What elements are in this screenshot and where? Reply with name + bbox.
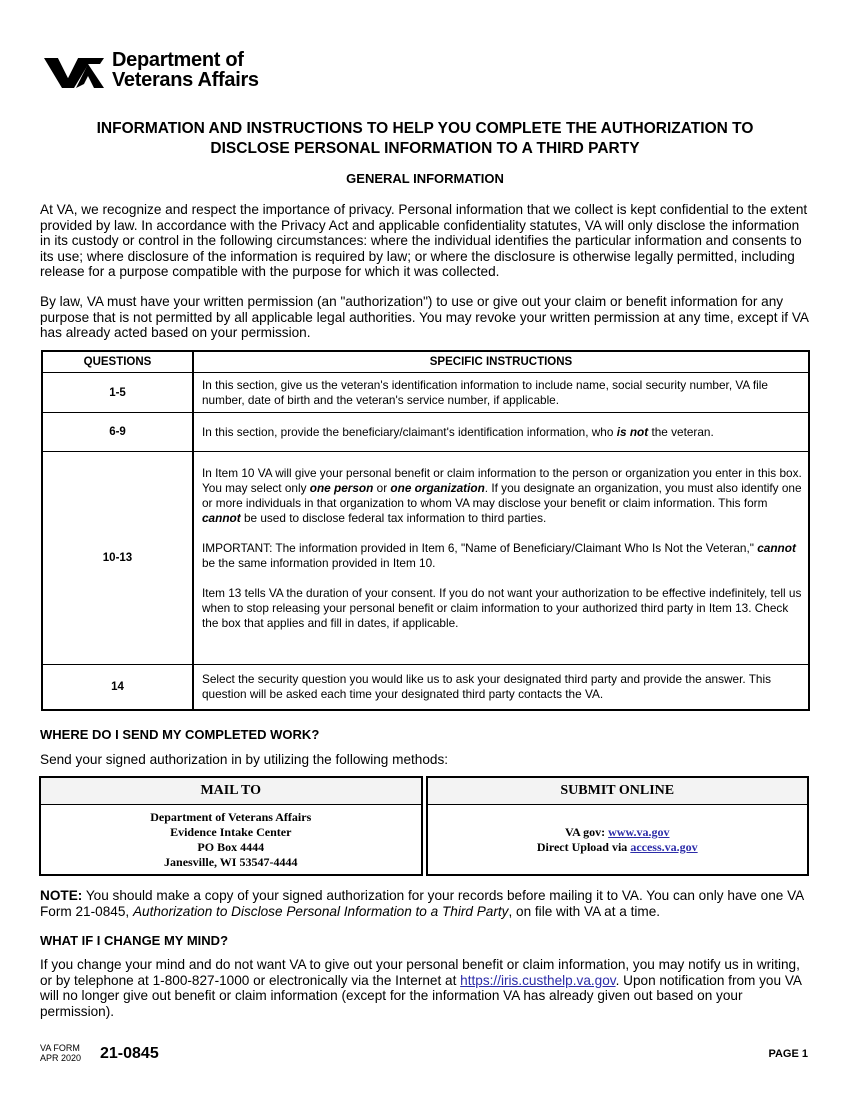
instr-text-post: the veteran. — [648, 424, 714, 439]
submit-online-heading: SUBMIT ONLINE — [428, 778, 808, 805]
instr-text-pre: In this section, provide the beneficiary/claimant's identification information, who — [202, 424, 617, 439]
title-line1: INFORMATION AND INSTRUCTIONS TO HELP YOU COMPLETE THE AUTHORIZATION TO — [96, 120, 754, 137]
mail-address — [41, 805, 421, 874]
instr-item13: Item 13 tells VA the duration of your consent. If you do not want your authorization to be effective indefinitely, tell us when to stop releasing your personal benefit or claim information to your authorized third party in Item 13. Check the box that applies and fill in dates, if applicable. — [202, 586, 802, 630]
mail-to-box — [39, 776, 423, 876]
table-row — [42, 665, 809, 710]
online-options — [428, 805, 808, 874]
instruction-text: In this section, give us the veteran's identification information to include name, social security number, VA file number, date of birth and the veteran's service number, if applicable. — [193, 373, 809, 413]
instruction-text — [193, 452, 809, 665]
instruction-text — [193, 413, 809, 452]
instr-important: IMPORTANT: The information provided in Item 6, "Name of Beneficiary/Claimant Who Is Not the Veteran," cannot be the same information provided in Item 10. — [202, 541, 796, 570]
change-paragraph: If you change your mind and do not want VA to give out your personal benefit or claim information, you may notify us in writing, or by telephone at 1-800-827-1000 or electronically via the Internet at https://iris.custhelp.va.gov. Upon notification from you VA will no longer give out benefit or claim information (except for the information VA has already given out based on your permission). — [40, 957, 802, 1019]
instructions-table — [41, 350, 810, 711]
note-label: NOTE: — [40, 888, 83, 903]
question-number: 6-9 — [42, 413, 193, 452]
access-va-link[interactable]: access.va.gov — [630, 839, 698, 854]
submit-online-box — [426, 776, 810, 876]
send-intro: Send your signed authorization in by utilizing the following methods: — [40, 752, 449, 767]
logo-line2: Veterans Affairs — [112, 69, 259, 91]
va-logo — [44, 48, 259, 92]
instruction-text: Select the security question you would like us to ask your designated third party and provide the answer. This question will be asked each time your designated third party contacts the VA. — [193, 665, 809, 710]
online-option: VA gov: www.va.gov — [565, 824, 670, 839]
table-row — [42, 413, 809, 452]
table-row — [42, 452, 809, 665]
general-para2: By law, VA must have your written permission (an "authorization") to use or give out your claim or benefit information for any purpose that is not permitted by all applicable legal authorities. You may revoke your written permission at any time, except if VA has already acted based on your permission. — [40, 294, 809, 340]
address-line: Evidence Intake Center — [170, 824, 292, 839]
logo-line1: Department of — [112, 49, 244, 71]
address-line: PO Box 4444 — [197, 839, 265, 854]
note-paragraph: NOTE: You should make a copy of your signed authorization for your records before mailing it to VA. You can only have one VA Form 21-0845, Authorization to Disclose Personal Information to a Third Party, on file with VA at a time. — [40, 888, 804, 919]
question-number: 1-5 — [42, 373, 193, 413]
table-row — [42, 373, 809, 413]
va-gov-link[interactable]: www.va.gov — [608, 824, 670, 839]
mail-to-heading: MAIL TO — [41, 778, 421, 805]
instr-emphasis: is not — [616, 424, 649, 439]
form-number: 21-0845 — [100, 1045, 159, 1062]
form-label: VA FORM APR 2020 — [40, 1043, 82, 1063]
online-option: Direct Upload via access.va.gov — [536, 839, 698, 854]
address-line: Department of Veterans Affairs — [150, 809, 312, 824]
col-instructions: SPECIFIC INSTRUCTIONS — [193, 351, 809, 373]
page-number: PAGE 1 — [768, 1048, 808, 1060]
change-heading: WHAT IF I CHANGE MY MIND? — [40, 933, 229, 948]
title-line2: DISCLOSE PERSONAL INFORMATION TO A THIRD PARTY — [210, 140, 640, 157]
general-para1: At VA, we recognize and respect the importance of privacy. Personal information that we collect is kept confidential to the extent provided by law. In accordance with the Privacy Act and applicable confidentiality statutes, VA will only disclose the information in its custody or control in the following circumstances: where the individual identifies the particular information and consents to its use; where disclosure of the information is required by law; or where the disclosure is otherwise legally permitted, including release for a purpose compatible with the purpose for which it was collected. — [40, 202, 808, 279]
iris-link[interactable]: https://iris.custhelp.va.gov — [460, 972, 616, 988]
col-questions: QUESTIONS — [42, 351, 193, 373]
va-seal-icon — [44, 50, 104, 90]
page-title — [40, 119, 810, 159]
submission-methods — [39, 776, 809, 876]
address-line: Janesville, WI 53547-4444 — [164, 854, 298, 869]
send-heading: WHERE DO I SEND MY COMPLETED WORK? — [40, 727, 320, 742]
general-info-heading: GENERAL INFORMATION — [346, 171, 504, 186]
instr-item10: In Item 10 VA will give your personal benefit or claim information to the person or organization you enter in this box. You may select only one person or one organization. If you designate an organization, you must also identify one or more individuals in that organization to whom VA may disclose your benefit or claim information. This form cannot be used to disclose federal tax information to third parties. — [202, 466, 802, 525]
question-number: 10-13 — [42, 452, 193, 665]
question-number: 14 — [42, 665, 193, 710]
